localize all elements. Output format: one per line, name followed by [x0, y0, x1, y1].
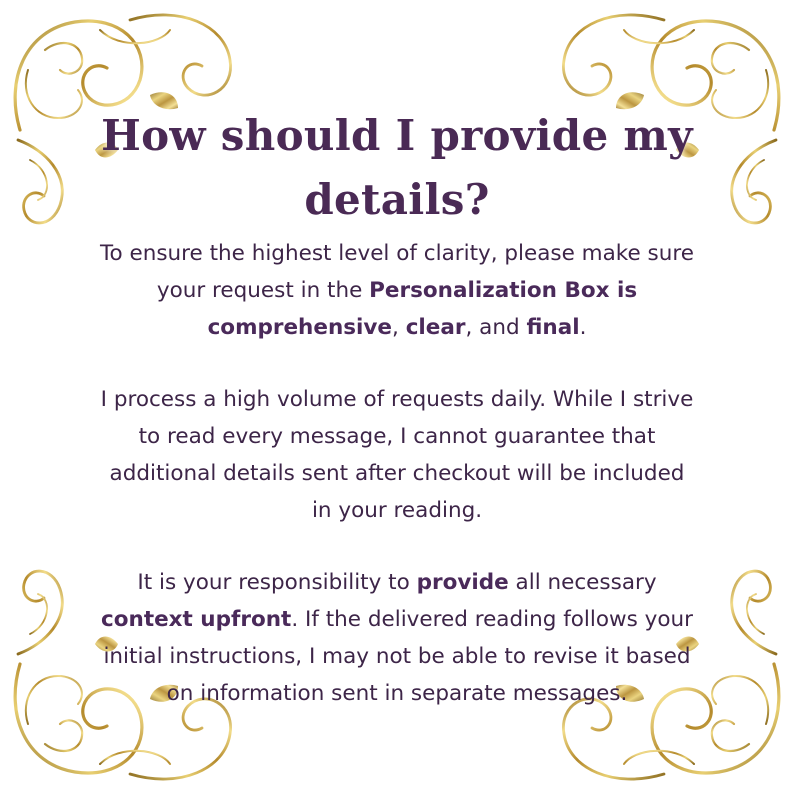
clarity-text-4: .	[579, 315, 587, 340]
emphasis-clear: clear	[405, 315, 466, 340]
clarity-paragraph	[97, 235, 697, 346]
clarity-text-1: To ensure the highest level of clarity, please make sure your request in the	[100, 241, 694, 303]
emphasis-provide: provide	[416, 570, 509, 595]
clarity-text-3: , and	[465, 315, 527, 340]
clarity-text-2: ,	[392, 315, 406, 340]
responsibility-text-2: all necessary	[508, 570, 657, 595]
responsibility-text-3: . If the delivered reading follows your initial instructions, I may not be able to revise it based on information sent in separate messages.	[103, 607, 693, 706]
volume-paragraph: I process a high volume of requests daily. While I strive to read every message, I cannot guarantee that additional details sent after checkout will be included in your reading.	[100, 387, 694, 523]
emphasis-final: final	[526, 315, 580, 340]
responsibility-text-1: It is your responsibility to	[137, 570, 417, 595]
page-title: How should I provide my details?	[101, 111, 693, 224]
emphasis-context-upfront: context upfront	[101, 607, 292, 632]
responsibility-paragraph	[97, 564, 697, 712]
emphasis-personalization-box: Personalization Box is comprehensive	[207, 278, 638, 340]
